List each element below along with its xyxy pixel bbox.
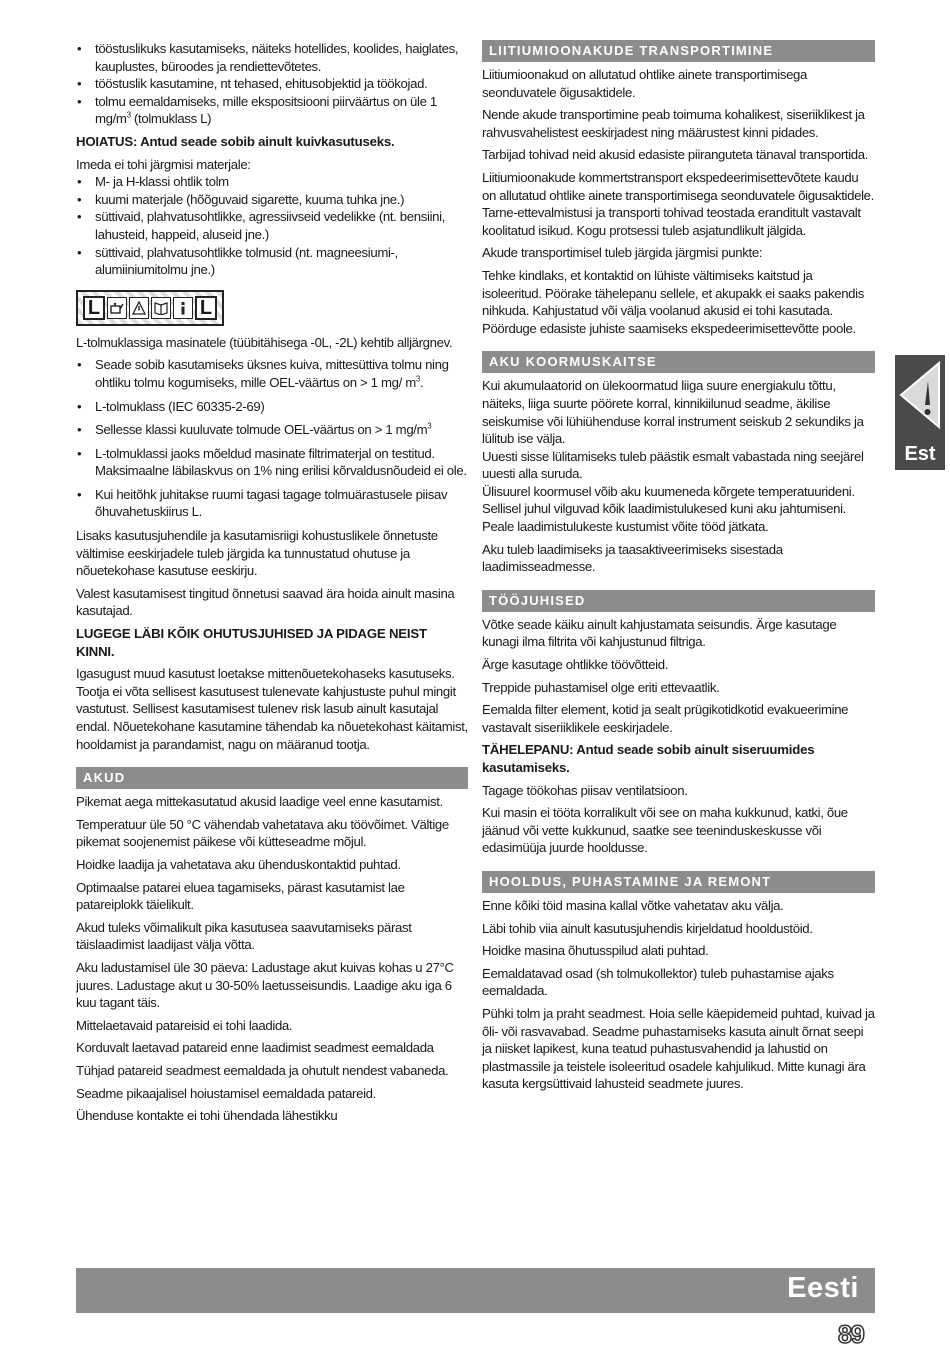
manual-book-icon [151,297,171,319]
paragraph: Hoidke masina õhutusspilud alati puhtad. [482,943,709,959]
footer-bar [76,1268,875,1313]
paragraph: Korduvalt laetavad patareid enne laadimist seadmest eemaldada [76,1040,434,1056]
paragraph: Ülisuurel koormusel võib aku kuumeneda kõrgete temperatuuridenі. Sellisel juhul vilguvad kõik laadimistulukesed kuni aku jahtumiseni. Peale laadimistulukeste kustumist võite tööd jätkata. [482,483,855,535]
paragraph: Uuesti sisse lülitamiseks tuleb päästik esmalt vabastada ning seejärel uuesti alla suruda. [482,448,864,482]
vacuum-icon [107,297,127,319]
paragraph: Aku tuleb laadimiseks ja taasaktiveerimiseks sisestada laadimisseadmesse. [482,541,783,575]
paragraph: Lisaks kasutusjuhendile ja kasutamisriigi kohustuslikele õnnetuste vältimise eeskirjadele tuleb järgida ka tunnustatud ohutuse ja nõuetekohase kasutuse eeskirju. [76,528,438,579]
paragraph: Eemaldatavad osad (sh tolmukollektor) tuleb puhastamise ajaks eemaldada. [482,965,834,999]
list-item: • tööstuslikuks kasutamiseks, näiteks hotellides, koolides, haiglates, kauplustes, büroodes ja rendiettevõtetes. [76,40,468,75]
list-item: • Seade sobib kasutamiseks üksnes kuiva, mittesüttiva tolmu ning ohtliku tolmu kogumiseks, mille OEL-väärtus on > 1 mg/ $m^3$. [76,356,468,391]
paragraph: Tarbijad tohivad neid akusid edasiste piiranguteta tänaval transportida. [482,147,869,163]
info-icon [173,297,193,319]
attention-heading: TÄHELEPANU: Antud seade sobib ainult siseruumides kasutamiseks. [482,742,815,775]
paragraph: Temperatuur üle 50 °C vähendab vahetatava aku töövõimet. Vältige pikemat soojenemist päikese või kütteseadme mõjul. [76,816,449,850]
paragraph: Seadme pikaajalisel hoiustamisel eemaldada patareid. [76,1085,376,1101]
forbidden-materials-list [76,173,468,279]
list-item: • süttivaid, plahvatusohtlikke, agressiivseid vedelikke (nt. bensiini, lahusteid, happeid, aluseid jne.) [76,208,468,243]
section-heading-toojuhised: TÖÖJUHISED [482,590,875,612]
section-heading-liitium: LIITIUMIOONAKUDE TRANSPORTIMINE [482,40,875,62]
section-heading-koormuskaitse: AKU KOORMUSKAITSE [482,351,875,373]
paragraph: Tagage töökohas piisav ventilatsioon. [482,782,688,798]
language-side-tab [895,355,945,470]
list-item: • tolmu eemaldamiseks, mille ekspositsiooni piirväärtus on üle 1 $mg/m^3$ (tolmuklass L) [76,93,468,128]
left-column [76,40,468,1130]
paragraph: Enne kõiki töid masina kallal võtke vahetatav aku välja. [482,897,784,913]
list-item: • M- ja H-klassi ohtlik tolm [76,173,468,191]
list-item: • L-tolmuklassi jaoks mõeldud masinate filtrimaterjal on testitud. Maksimaalne läbilaskvus on 1% ning erilisi kõrvaldusnõudeid ei ole. [76,445,468,480]
paragraph: Igasugust muud kasutust loetakse mittenõuetekohaseks kasutuseks. Tootja ei võta sellisest kasutusest tulenevate kahjustuste puhul mingit vastutust. Sellisest kasutamisest tulenev risk lasub ainult kasutajal endal. Nõuetekohane kasutamine tähendab ka nõuetekohast käitamist, hooldamist ja parandamist, nagu on määranud tootja. [76,666,468,752]
footer-language: Eesti [787,1272,859,1304]
paragraph: Võtke seade käiku ainult kahjustamata seisundis. Ärge kasutage kunagi ilma filtrita või kahjustunud filtriga. [482,616,837,650]
paragraph: Tehke kindlaks, et kontaktid on lühiste vältimiseks kaitstud ja isoleeritud. Pöörake tähelepanu sellele, et akupakk ei saaks pakendis nihkuda. Kahjustatud või välja voolanud akusid ei tohi kasutada. Pöörduge edasiste juhiste saamiseks ekspedeerimisettevõtte poole. [482,267,864,336]
list-item: • L-tolmuklass (IEC 60335-2-69) [76,398,468,416]
warning-triangle-icon [129,297,149,319]
paragraph: Kui akumulaatorid on ülekoormatud liiga suure energiakulu tõttu, näiteks, liiga suurte pöörete korral, kinnikiilunud seadme, äkilise seiskumise või lühiühenduse korral instrument seiskub 2 sekundiks ja lülitub ise välja. [482,378,864,447]
dust-class-l-label [76,290,224,326]
paragraph: Akud tuleks võimalikult pika kasutusea saavutamiseks pärast täislaadimist laadijast välja võtta. [76,919,412,953]
paragraph: Akude transportimisel tuleb järgida järgmisi punkte: [482,245,763,261]
list-item: • kuumi materjale (hõõguvaid sigarette, kuuma tuhka jne.) [76,191,468,209]
paragraph: Ärge kasutage ohtlikke töövõtteid. [482,657,669,673]
dust-class-letter: L [83,296,105,320]
read-instructions-heading: LUGEGE LÄBI KÕIK OHUTUSJUHISED JA PIDAGE NEIST KINNI. [76,626,427,659]
side-tab-label: Est [904,443,936,465]
paragraph: Läbi tohib viia ainult kasutusjuhendis kirjeldatud hooldustöid. [482,920,813,936]
paragraph: Pikemat aega mittekasutatud akusid laadige veel enne kasutamist. [76,794,443,810]
paragraph: Hoidke laadija ja vahetatava aku ühenduskontaktid puhtad. [76,856,401,872]
list-item: • tööstuslik kasutamine, nt tehased, ehitusobjektid ja töökojad. [76,75,468,93]
paragraph: Optimaalse patarei eluea tagamiseks, pärast kasutamist lae patareiplokk täielikult. [76,879,405,913]
paragraph: Pühki tolm ja praht seadmest. Hoia selle käepidemeid puhtad, kuivad ja õli- või rasvavabad. Seadme puhastamiseks kasuta ainult õrnat seepi ja niisket lapikest, kuna teatud puhastusvahendid ja lahustid on plastmassile ja teistele isoleeritud osadele kahjulikud. Mitte kunagi ära kasuta kergsüttivaid lahusteid seadmete juures. [482,1005,875,1092]
right-column [482,40,875,1098]
warning-heading: HOIATUS: Antud seade sobib ainult kuivkasutuseks. [76,133,395,149]
page-number: 89 [838,1321,864,1349]
section-heading-hooldus: HOOLDUS, PUHASTAMINE JA REMONT [482,871,875,893]
section-heading-akud: AKUD [76,767,468,789]
dust-class-letter: L [195,296,217,320]
list-item: • Kui heitõhk juhitakse ruumi tagasi tagage tolmuärastusele piisav õhuvahetuskiirus L. [76,486,468,521]
paragraph: Liitiumioonakude kommertstransport ekspedeerimisettevõtete kaudu on allutatud ohtlike ainete transportimisega seonduvatele õigusaktidele. Tarne-ettevalmistusi ja transporti tohivad teostada eranditult vastavalt koolitatud isikud. Kogu protsessi tuleb asjatundlikult jälgida. [482,169,874,238]
paragraph: Mittelaetavaid patareisid ei tohi laadida. [76,1017,293,1033]
usage-list [76,40,468,128]
paragraph: Valest kasutamisest tingitud õnnetusi saavad ära hoida ainult masina kasutajad. [76,585,455,619]
paragraph: L-tolmuklassiga masinatele (tüübitähisega -0L, -2L) kehtib alljärgnev. [76,334,453,350]
warning-triangle-icon [895,355,945,435]
paragraph: Eemalda filter element, kotid ja sealt prügikotidkotid evakueerimine vastavalt siseriiklikele eeskirjadele. [482,702,849,735]
paragraph: Kui masin ei tööta korralikult või see on maha kukkunud, katki, õue jäänud või vette kukkunud, saatke see teeninduskeskusse või edasimüüja juurde hooldusse. [482,805,848,856]
list-item: • süttivaid, plahvatusohtlikke tolmusid (nt. magneesiumi-, alumiiniumitolmu jne.) [76,244,468,279]
paragraph: Tühjad patareid seadmest eemaldada ja ohutult nendest vabaneda. [76,1062,449,1078]
paragraph: Imeda ei tohi järgmisi materjale: [76,156,251,172]
paragraph: Treppide puhastamisel olge eriti ettevaatlik. [482,679,720,695]
paragraph: Ühenduse kontakte ei tohi ühendada lähestikku [76,1108,338,1124]
paragraph: Liitiumioonakud on allutatud ohtlike ainete transportimisega seonduvatele õigusaktidele. [482,67,808,100]
list-item: • Sellesse klassi kuuluvate tolmude OEL-väärtus on > 1 $mg/m^3$ [76,421,468,439]
l-class-list [76,356,468,521]
paragraph: Nende akude transportimine peab toimuma kohalikest, siseriiklikest ja rahvusvahelistest eeskirjadest ning määrustest kinni pidades. [482,107,865,140]
paragraph: Aku ladustamisel üle 30 päeva: Ladustage akut kuivas kohas u 27°C juures. Ladustage akut u 30-50% laetusseisundis. Laadige aku iga 6 kuu tagant täis. [76,959,454,1011]
